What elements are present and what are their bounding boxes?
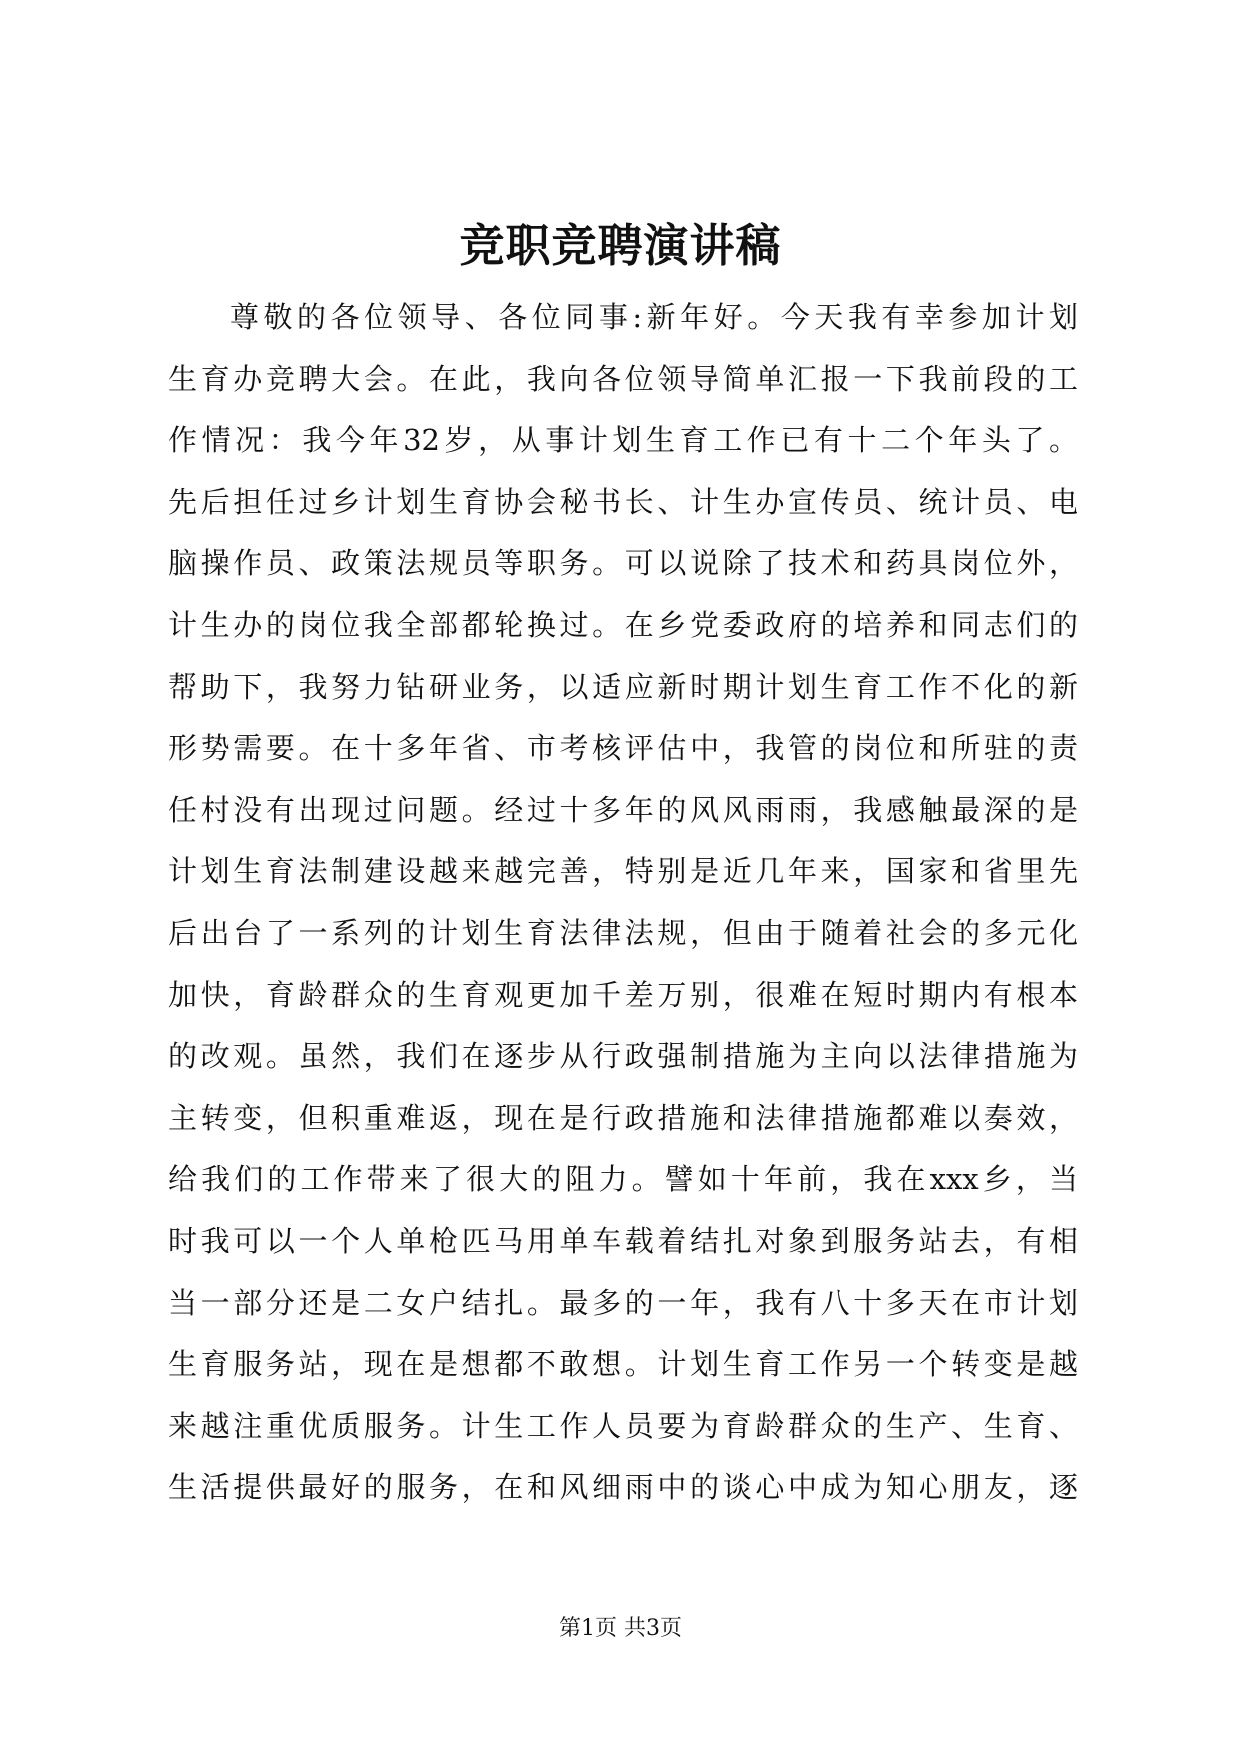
body-line: 作情况：我今年32岁，从事计划生育工作已有十二个年头了。 [168,423,1078,458]
body-line: 加快，育龄群众的生育观更加千差万别，很难在短时期内有根本 [168,977,1078,1012]
body-line: 脑操作员、政策法规员等职务。可以说除了技术和药具岗位外， [168,546,1078,581]
body-line: 给我们的工作带来了很大的阻力。譬如十年前，我在xxx乡，当 [168,1162,1078,1197]
body-line: 计划生育法制建设越来越完善，特别是近几年来，国家和省里先 [168,854,1078,889]
body-line: 主转变，但积重难返，现在是行政措施和法律措施都难以奏效， [168,1100,1078,1135]
body-line: 时我可以一个人单枪匹马用单车载着结扎对象到服务站去，有相 [168,1223,1078,1258]
body-line: 后出台了一系列的计划生育法律法规，但由于随着社会的多元化 [168,915,1078,950]
body-line: 先后担任过乡计划生育协会秘书长、计生办宣传员、统计员、电 [168,484,1078,519]
body-line: 生育办竞聘大会。在此，我向各位领导简单汇报一下我前段的工 [168,361,1078,396]
body-line: 生育服务站，现在是想都不敢想。计划生育工作另一个转变是越 [168,1347,1078,1382]
body-line: 计生办的岗位我全部都轮换过。在乡党委政府的培养和同志们的 [168,607,1078,642]
body-line: 任村没有出现过问题。经过十多年的风风雨雨，我感触最深的是 [168,792,1078,827]
document-title: 竞职竞聘演讲稿 [459,219,782,272]
body-line: 帮助下，我努力钻研业务，以适应新时期计划生育工作不化的新 [168,669,1078,704]
page-footer: 第1页 共3页 [559,1616,682,1641]
document-body [168,287,1078,1519]
body-line: 当一部分还是二女户结扎。最多的一年，我有八十多天在市计划 [168,1285,1078,1320]
body-line: 生活提供最好的服务，在和风细雨中的谈心中成为知心朋友，逐 [168,1470,1078,1505]
body-line: 来越注重优质服务。计生工作人员要为育龄群众的生产、生育、 [168,1408,1078,1443]
body-line: 的改观。虽然，我们在逐步从行政强制措施为主向以法律措施为 [168,1039,1078,1074]
body-line: 尊敬的各位领导、各位同事:新年好。今天我有幸参加计划 [230,300,1078,334]
body-line: 形势需要。在十多年省、市考核评估中，我管的岗位和所驻的责 [168,731,1078,766]
